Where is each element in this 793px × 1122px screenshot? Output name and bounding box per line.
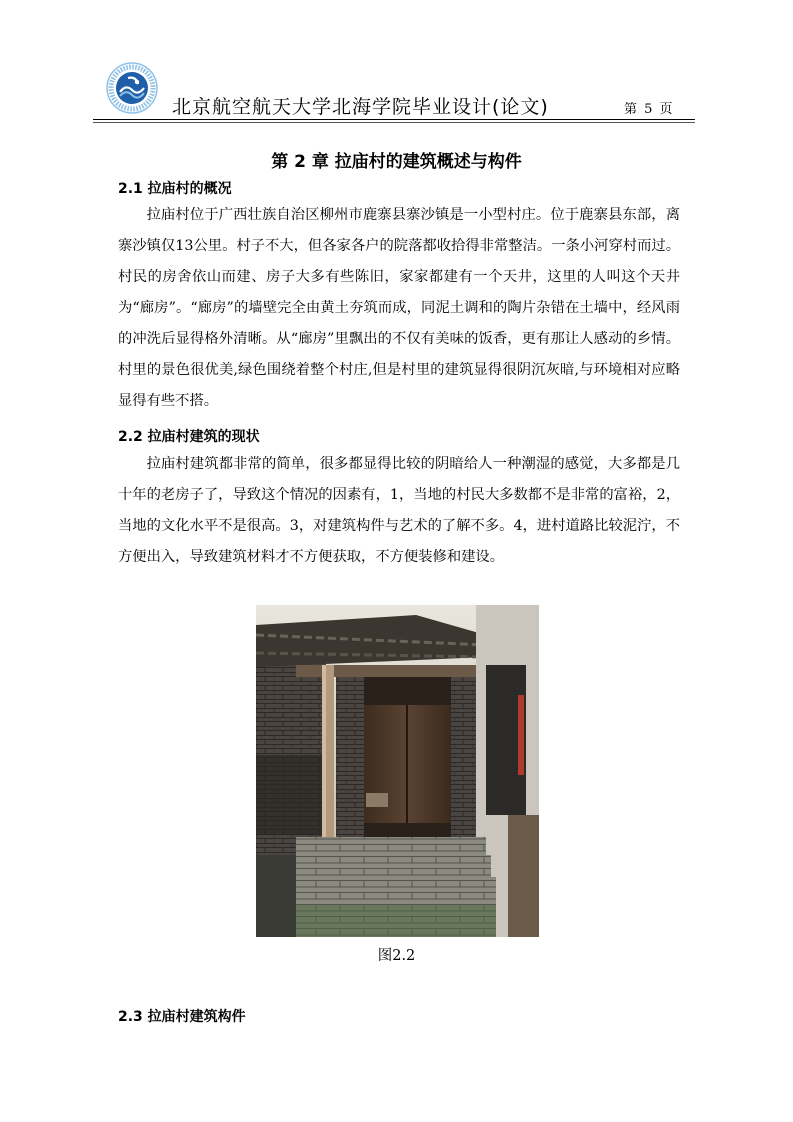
- page-number: 第 5 页: [624, 102, 673, 117]
- doorway-photo: [256, 605, 539, 937]
- section-paragraph-2-2: 拉庙村建筑都非常的简单，很多都显得比较的阴暗给人一种潮湿的感觉，大多都是几十年的老房子了，导致这个情况的因素有，1，当地的村民大多数都不是非常的富裕，2，当地的文化水平不是很高。3，对建筑构件与艺术的了解不多。4，进村道路比较泥泞，不方便出入，导致建筑材料才不方便获取，不方便装修和建设。: [118, 456, 680, 565]
- figure-caption: 图2.2: [377, 948, 416, 964]
- header-divider-thin: [93, 122, 695, 123]
- section-paragraph-2-1: 拉庙村位于广西壮族自治区柳州市鹿寨县寨沙镇是一小型村庄。位于鹿寨县东部，离寨沙镇仅13公里。村子不大，但各家各户的院落都收拾得非常整洁。一条小河穿村而过。村民的房舍依山而建、房子大多有些陈旧，家家都建有一个天井，这里的人叫这个天井为“廊房”。“廊房”的墙壁完全由黄土夯筑而成，同泥土调和的陶片杂错在土墙中，经风雨的冲洗后显得格外清晰。从“廊房”里飘出的不仅有美味的饭香，更有那让人感动的乡情。村里的景色很优美,绿色围绕着整个村庄,但是村里的建筑显得很阴沉灰暗,与环境相对应略显得有些不搭。: [118, 207, 680, 409]
- section-heading-2-3: 2.3 拉庙村建筑构件: [118, 1009, 246, 1025]
- header-divider: [93, 119, 695, 120]
- section-heading-2-2: 2.2 拉庙村建筑的现状: [118, 429, 260, 445]
- chapter-title: 第 2 章 拉庙村的建筑概述与构件: [271, 152, 522, 172]
- section-heading-2-1: 2.1 拉庙村的概况: [118, 181, 232, 197]
- header-title: 北京航空航天大学北海学院毕业设计(论文): [172, 96, 549, 118]
- university-logo: [106, 62, 158, 114]
